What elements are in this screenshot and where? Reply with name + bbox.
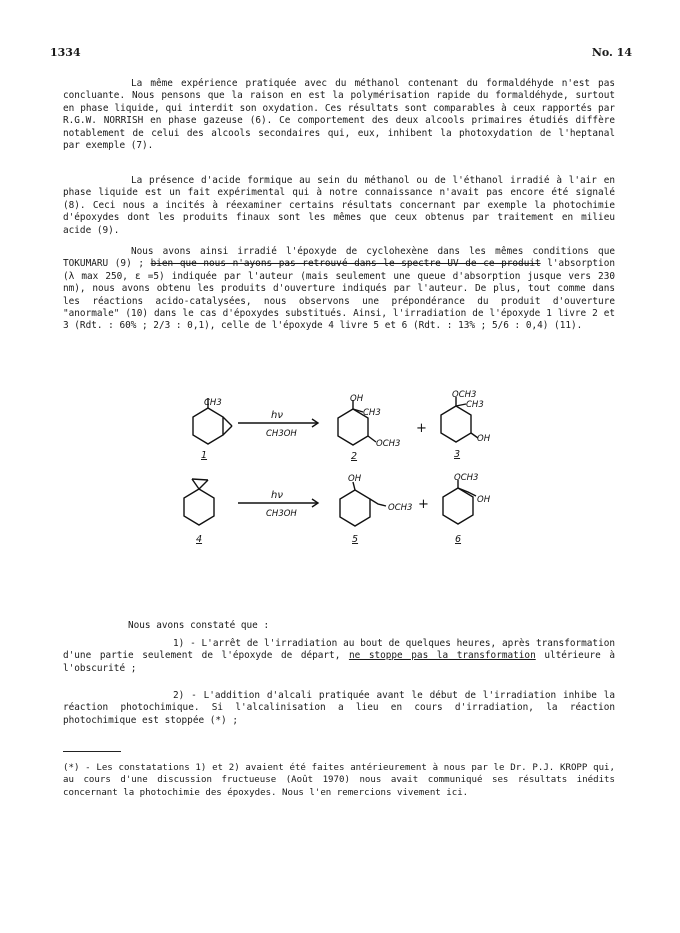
plus-sign-row1: + — [416, 421, 427, 436]
reactant-1-methyl: CH3 — [204, 398, 222, 408]
paragraph-cyclohexene-epoxide — [63, 246, 615, 333]
observations-heading: Nous avons constaté que : — [128, 620, 270, 631]
compound-label-3: 3 — [454, 449, 461, 460]
item-text — [63, 638, 615, 675]
compound-label-2: 2 — [351, 451, 358, 462]
footnote: (*) - Les constatations 1) et 2) avaient été faites antérieurement à nous par le Dr. P.J. KROPP qui, au cours d'une discussion fructueuse (Août 1970) nous avait communiqué ses résultats inédits concernant la photochimie des époxydes. Nous l'en remercions vivement ici. — [63, 763, 615, 798]
product-3-methoxy: OCH3 — [452, 390, 477, 400]
compound-label-5: 5 — [352, 534, 359, 545]
product-6-methoxy: OCH3 — [454, 473, 479, 483]
paragraph-part: l'absorption (λ max 250, ε =5) indiquée par l'auteur (mais seulement une queue d'absorption jusque vers 230 nm), nous avons obtenu les produits d'ouverture indiqués par l'auteur. De plus, tout comme dans les réactions acido-catalysées, nous observons une prépondérance du produit d'ouverture "anormale" (10) dans le cas d'époxydes substitués. Ainsi, l'irradiation de l'époxyde 1 livre 2 et 3 (Rdt. : 60% ; 2/3 : 0,1), celle de l'époxyde 4 livre 5 et 6 (Rdt. : 13% ; 5/6 : 0,4) (11). — [63, 258, 615, 332]
paragraph-part: Nous avons ainsi irradié l'époxyde de cyclohexène dans les mêmes conditions que TOKUMARU (9) ; — [63, 246, 615, 270]
arrow-solvent-row1: CH3OH — [266, 429, 297, 439]
compound-label-1: 1 — [201, 450, 208, 461]
product-3-methyl: CH3 — [466, 400, 484, 410]
product-2-methyl: CH3 — [363, 408, 381, 418]
product-6-hydroxyl: OH — [477, 495, 491, 505]
paragraph-text: La même expérience pratiquée avec du méthanol contenant du formaldéhyde n'est pas concluante. Nous pensons que la raison en est la polymérisation rapide du formaldéhyde, surtout en phase liquide, qui interdit son oxydation. Ces résultats sont comparables à ceux rapportés par R.G.W. NORRISH en phase gazeuse (6). Ce comportement des deux alcools primaires étudiés diffère notablement de celui des alcools secondaires qui, eux, inhibent la photoxydation de l'heptanal par exemple (7). — [63, 78, 615, 152]
arrow-solvent-row2: CH3OH — [266, 509, 297, 519]
struck-text: bien que nous n'ayons pas retrouvé dans le spectre UV de ce produit — [150, 258, 541, 270]
page-header — [50, 46, 632, 66]
arrow-hv-row2: hν — [271, 490, 283, 501]
compound-label-6: 6 — [455, 534, 462, 545]
page-number: 1334 — [50, 46, 81, 59]
observation-item-1 — [63, 638, 615, 675]
paragraph-methanol-formaldehyde — [63, 78, 615, 152]
item-part: 1) - L'arrêt de l'irradiation au bout de quelques heures, après transformation d'une partie seulement de l'époxyde de départ, — [63, 638, 615, 662]
item-text: 2) - L'addition d'alcali pratiquée avant le début de l'irradiation inhibe la réaction photochimique. Si l'alcalinisation a lieu en cours d'irradiation, la réaction photochimique est stoppée (*) ; — [63, 690, 615, 726]
compound-label-4: 4 — [196, 534, 203, 545]
product-2-methoxy: OCH3 — [376, 439, 401, 449]
plus-sign-row2: + — [418, 497, 429, 512]
footnote-separator — [63, 751, 121, 752]
paragraph-text: La présence d'acide formique au sein du méthanol ou de l'éthanol irradié à l'air en phase liquide est un fait expérimental qui à notre connaissance n'avait pas encore été signalé (8). Ceci nous a incités à réexaminer certains résultats concernant par exemple la photochimie d'époxydes dont les produits finaux sont les mêmes que ceux obtenus par traitement en milieu acide (9). — [63, 175, 615, 236]
product-5-methoxy: OCH3 — [388, 503, 413, 513]
product-2-hydroxyl: OH — [350, 394, 364, 404]
paragraph-text — [63, 246, 615, 333]
paragraph-formic-acid — [63, 175, 615, 237]
product-5-hydroxyl: OH — [348, 474, 362, 484]
observation-item-2 — [63, 690, 615, 727]
item-part: ultérieure à l'obscurité ; — [63, 650, 615, 674]
arrow-hv-row1: hν — [271, 410, 283, 421]
product-3-hydroxyl: OH — [477, 434, 491, 444]
journal-issue-number: No. 14 — [591, 46, 632, 59]
underlined-text: ne stoppe pas la transformation — [348, 650, 536, 662]
